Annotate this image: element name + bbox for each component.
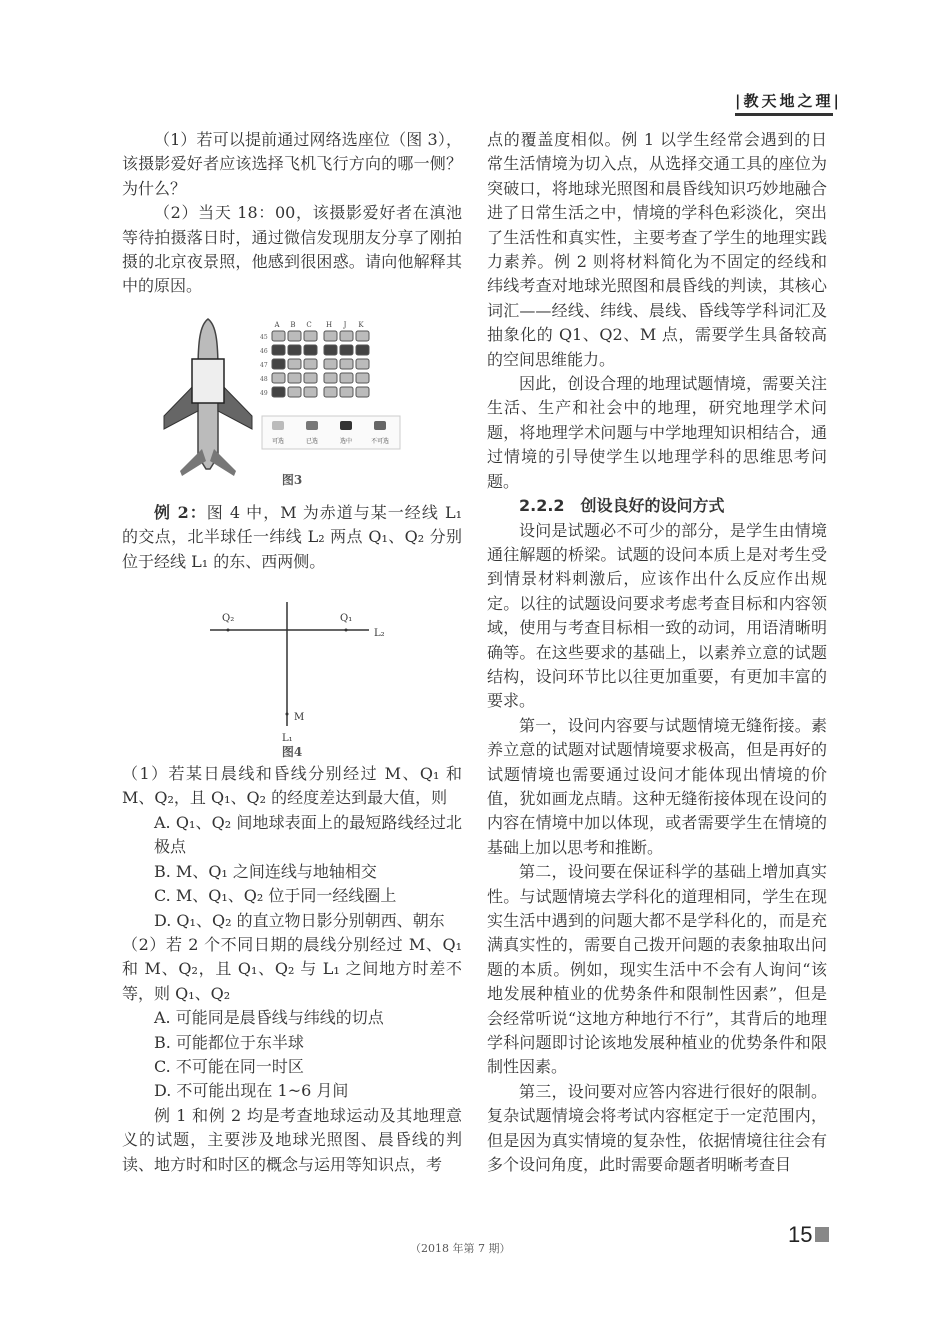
- seat: [340, 345, 353, 355]
- seat: [288, 345, 301, 355]
- seat: [272, 331, 285, 341]
- option: A. 可能同是晨昏线与纬线的切点: [154, 1008, 384, 1028]
- example-2: [122, 501, 462, 574]
- seat: [356, 345, 369, 355]
- paragraph: （2）当天 18：00，该摄影爱好者在滇池等待拍摄落日时，通过微信发现朋友分享了刚拍摄的北京夜景照，他感到很困惑。请向他解释其中的原因。: [122, 203, 462, 296]
- seat-column-label: C: [306, 320, 312, 329]
- label-l1: L₁: [282, 733, 293, 745]
- seat: [324, 331, 337, 341]
- seat-column-label: J: [343, 320, 347, 329]
- seat: [288, 359, 301, 369]
- seat: [304, 359, 317, 369]
- header-underline: [735, 113, 833, 116]
- seat: [340, 373, 353, 383]
- seat: [324, 373, 337, 383]
- meridian-latitude-diagram: [122, 574, 462, 744]
- seat: [288, 331, 301, 341]
- figure-3: [122, 311, 462, 501]
- example-2-text: 图 4 中，M 为赤道与某一经线 L₁ 的交点，北半球任一纬线 L₂ 两点 Q₁、Q₂ 分别位于经线 L₁ 的东、西两侧。: [122, 502, 462, 571]
- paragraph: 因此，创设合理的地理试题情境，需要关注生活、生产和社会中的地理，研究地理学术问题，将地理学术问题与中学地理知识相结合，通过情境的引导使学生以地理学科的思维思考问题。: [487, 374, 827, 491]
- seat: [288, 373, 301, 383]
- page-number-text: 15: [788, 1222, 813, 1247]
- legend-seat-swatch: [374, 421, 386, 430]
- seat-row-label: 45: [260, 333, 268, 341]
- page-number: [788, 1222, 829, 1248]
- paragraph: 第三，设问要对应答内容进行很好的限制。复杂试题情境会将考试内容框定于一定范围内，但是因为真实情境的复杂性，依据情境往往会有多个设问角度，此时需要命题者明晰考查目: [487, 1081, 827, 1175]
- legend-label: 选中: [339, 437, 353, 445]
- seat-column-label: A: [274, 320, 280, 329]
- seat: [356, 387, 369, 397]
- paragraph: 设问是试题必不可少的部分，是学生由情境通往解题的桥梁。试题的设问本质上是对考生受到情景材料刺激后，应该作出什么反应作出规定。以往的试题设问要求考虑考查目标和内容领域，使用与考查目标相一致的动词，用语清晰明确等。在这些要求的基础上，以素养立意的试题结构，设问环节比以往更加重要，有更加丰富的要求。: [487, 520, 827, 711]
- option: C. 不可能在同一时区: [154, 1056, 304, 1076]
- airplane-seat-map: [122, 311, 462, 481]
- page-marker-square: [815, 1227, 829, 1242]
- seat: [356, 373, 369, 383]
- figure-4-caption: 图4: [281, 745, 303, 760]
- column-title: |教天地之理|: [735, 92, 842, 110]
- seat-row-label: 48: [260, 375, 268, 383]
- seat-grid: [260, 321, 369, 397]
- legend-seat-swatch: [272, 421, 284, 430]
- question-2: （2）若 2 个不同日期的晨线分别经过 M、Q₁ 和 M、Q₂，且 Q₁、Q₂ 与 L₁ 之间地方时差不等，则 Q₁、Q₂: [122, 934, 462, 1003]
- option: A. Q₁、Q₂ 间地球表面上的最短路线经过北极点: [154, 812, 462, 857]
- question-1: （1）若某日晨线和昏线分别经过 M、Q₁ 和 M、Q₂，且 Q₁、Q₂ 的经度差达到最大值，则: [122, 764, 462, 808]
- figure-4: [122, 574, 462, 762]
- label-l2: L₂: [374, 628, 385, 640]
- seat: [340, 387, 353, 397]
- seat: [272, 387, 285, 397]
- airplane-icon: [164, 319, 252, 476]
- option: D. Q₁、Q₂ 的直立物日影分别朝西、朝东: [154, 910, 445, 930]
- seat-row-label: 46: [260, 347, 268, 355]
- seat: [324, 359, 337, 369]
- seat: [304, 373, 317, 383]
- paragraph: 例 1 和例 2 均是考查地球运动及其地理意义的试题，主要涉及地球光照图、晨昏线的判读、地方时和时区的概念与运用等知识点，考: [122, 1105, 462, 1174]
- seat: [304, 331, 317, 341]
- left-column: [122, 128, 462, 1177]
- seat: [356, 359, 369, 369]
- legend-label: 不可选: [370, 437, 390, 445]
- paragraph: （1）若可以提前通过网络选座位（图 3），该摄影爱好者应该选择飞机飞行方向的哪一侧？为什么？: [122, 130, 462, 198]
- seat-column-label: K: [358, 320, 364, 329]
- figure-3-caption: 图3: [281, 472, 303, 487]
- seat: [272, 359, 285, 369]
- label-q1: Q₁: [340, 613, 353, 625]
- seat: [272, 345, 285, 355]
- label-q2: Q₂: [222, 613, 235, 625]
- seat: [324, 345, 337, 355]
- paragraph: 第二，设问要在保证科学的基础上增加真实性。与试题情境去学科化的道理相同，学生在现实生活中遇到的问题大都不是学科化的，而是充满真实性的，需要自己拨开问题的表象抽取出问题的本质。例如，现实生活中不会有人询问“该地发展种植业的优势条件和限制性因素”，但是会经常听说“这地方种地行不行”，其背后的地理学科问题即讨论该地发展种植业的优势条件和限制性因素。: [487, 862, 827, 1077]
- example-2-label: 例 2：: [154, 502, 207, 522]
- seat: [324, 387, 337, 397]
- seat: [272, 373, 285, 383]
- legend-label: 已选: [305, 437, 319, 445]
- seat: [304, 387, 317, 397]
- seat: [288, 387, 301, 397]
- option: D. 不可能出现在 1~6 月间: [154, 1081, 349, 1101]
- seat: [356, 331, 369, 341]
- seat: [304, 345, 317, 355]
- option: B. M、Q₁ 之间连线与地轴相交: [154, 861, 377, 881]
- legend-label: 可选: [271, 437, 285, 445]
- seat-row-label: 47: [260, 361, 268, 369]
- seat-row-label: 49: [260, 389, 268, 397]
- option: B. 可能都位于东半球: [154, 1032, 304, 1052]
- seat: [340, 359, 353, 369]
- paragraph: 第一，设问内容要与试题情境无缝衔接。素养立意的试题对试题情境要求极高，但是再好的试题情境也需要通过设问才能体现出情境的价值，犹如画龙点睛。这种无缝衔接体现在设问的内容在情境中加以体现，或者需要学生在情境的基础上加以思考和推断。: [487, 715, 827, 857]
- option: C. M、Q₁、Q₂ 位于同一经线圈上: [154, 886, 397, 906]
- point-m: [286, 713, 289, 716]
- paragraph: 点的覆盖度相似。例 1 以学生经常会遇到的日常生活情境为切入点，从选择交通工具的座位为突破口，将地球光照图和晨昏线知识巧妙地融合进了日常生活之中，情境的学科色彩淡化，突出了生活性和真实性，主要考查了学生的地理实践力素养。例 2 则将材料简化为不固定的经线和纬线考查对地球光照图和晨昏线的判读，其核心词汇——经线、纬线、晨线、昏线等学科词汇及抽象化的 Q1、Q2、M 点，需要学生具备较高的空间思维能力。: [487, 130, 827, 369]
- seat: [340, 331, 353, 341]
- right-column: [487, 128, 827, 1177]
- legend-seat-swatch: [306, 421, 318, 430]
- issue-info: （2018 年第 7 期）: [410, 1242, 511, 1255]
- label-m: M: [294, 712, 305, 724]
- section-heading: 2.2.2 创设良好的设问方式: [519, 496, 725, 516]
- seat-column-label: B: [290, 320, 296, 329]
- legend-seat-swatch: [340, 421, 352, 430]
- seat-column-label: H: [325, 320, 333, 329]
